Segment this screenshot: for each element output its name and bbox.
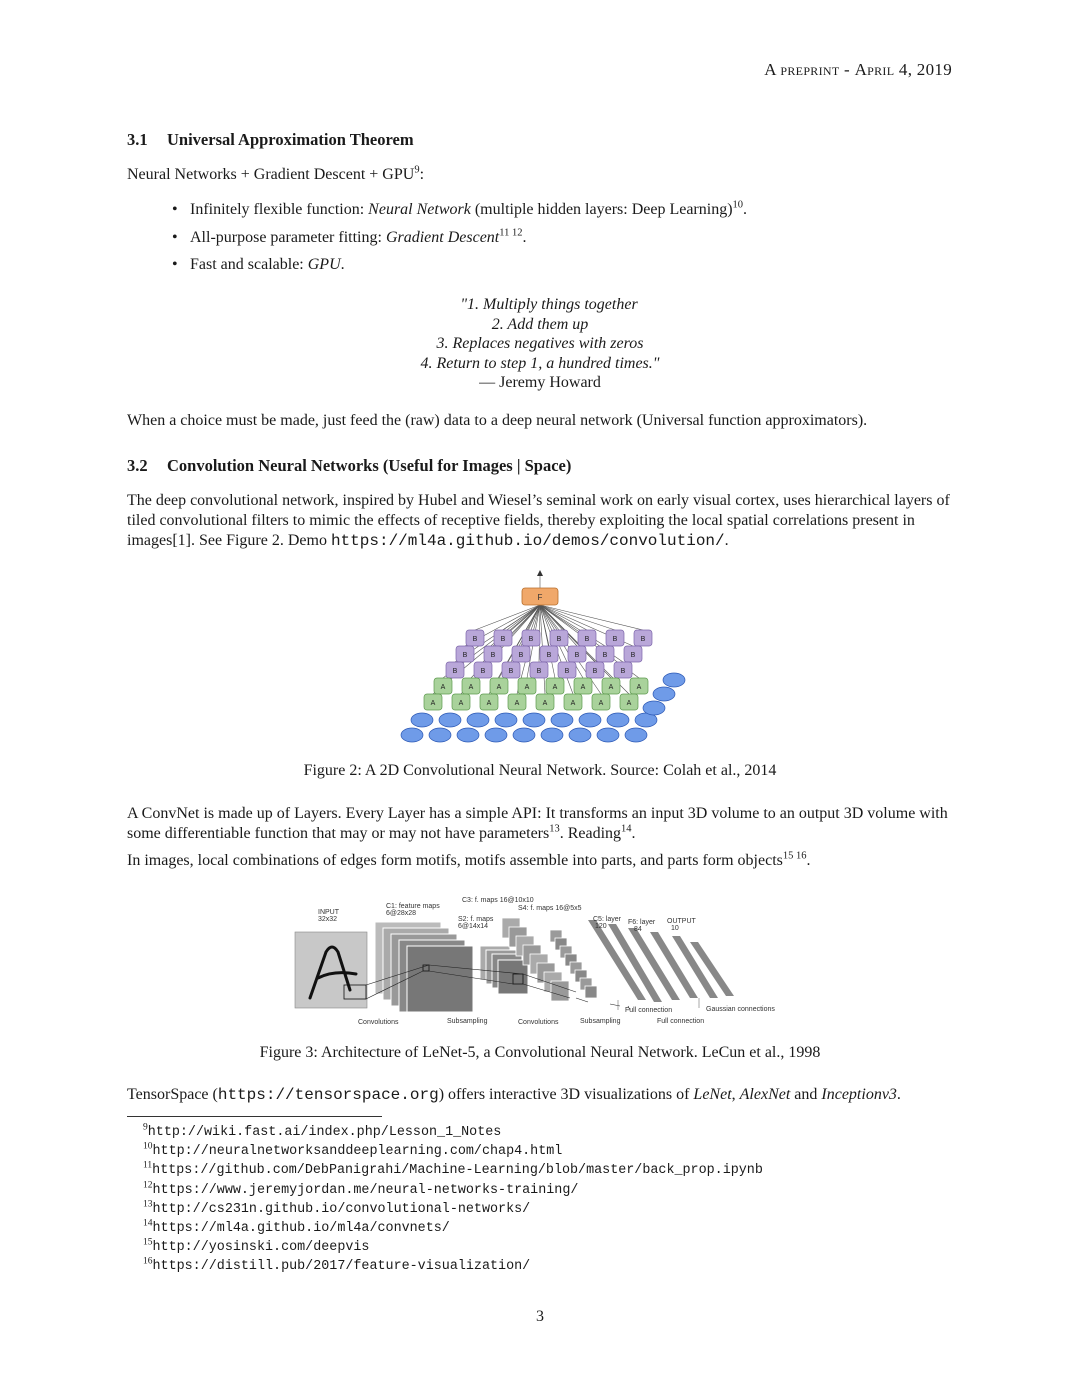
node-label: A — [552, 684, 558, 691]
footnote-rule — [127, 1116, 382, 1117]
label-f6: F6: layer — [628, 919, 656, 926]
footnote-ref[interactable]: 15 16 — [782, 850, 807, 862]
input-node — [625, 728, 647, 742]
input-node — [429, 728, 451, 742]
quote-block: "1. Multiply things together 2. Add them up 3. Replaces negatives with zeros 4. Return to step 1, a hundred times." — Jeremy Howard — [0, 295, 1080, 393]
svg-text:Gaussian connections: Gaussian connections — [706, 1006, 775, 1013]
input-node — [513, 728, 535, 742]
footnote-link[interactable]: https://www.jeremyjordan.me/neural-networks-training/ — [152, 1182, 579, 1198]
output-arrow-icon — [537, 570, 543, 576]
input-node — [541, 728, 563, 742]
svg-text:120: 120 — [595, 923, 607, 930]
bullet-icon: • — [172, 256, 178, 273]
footnote-item: $^9$http://wiki.fast.ai/index.php/Lesson_1_Notes — [143, 1122, 502, 1140]
footnote-ref[interactable]: 10 — [732, 199, 744, 211]
page-number: 3 — [536, 1308, 544, 1325]
running-header: A preprint - April 4, 2019 — [764, 60, 952, 79]
quote-author: — Jeremy Howard — [479, 374, 601, 391]
node-label: B — [518, 652, 524, 659]
input-node — [663, 673, 685, 687]
list-item: • Infinitely flexible function: Neural Network (multiple hidden layers: Deep Learning)$^{10}$. — [172, 199, 748, 218]
svg-text:32x32: 32x32 — [318, 916, 338, 923]
footnote-link[interactable]: https://ml4a.github.io/ml4a/convnets/ — [152, 1220, 450, 1236]
bullet-list — [172, 201, 747, 284]
svg-text:84: 84 — [634, 926, 642, 933]
node-label: A — [430, 700, 436, 707]
footnote-link[interactable]: http://wiki.fast.ai/index.php/Lesson_1_Notes — [147, 1125, 502, 1140]
svg-text:Full connection: Full connection — [657, 1018, 705, 1025]
node-label: B — [452, 668, 458, 675]
closing-paragraph: When a choice must be made, just feed the (raw) data to a deep neural network (Universal function approximators). — [127, 412, 868, 429]
node-label: A — [486, 700, 492, 707]
svg-text:Convolutions: Convolutions — [518, 1019, 559, 1026]
label-s4: S4: f. maps 16@5x5 — [518, 905, 582, 912]
footnote-ref[interactable]: 14 — [621, 823, 632, 835]
input-node — [597, 728, 619, 742]
input-node — [579, 713, 601, 727]
node-label: A — [570, 700, 576, 707]
footnote-item: $^{15}$http://yosinski.com/deepvis — [143, 1237, 370, 1256]
node-label: B — [472, 636, 478, 643]
node-label: B — [564, 668, 570, 675]
input-node — [411, 713, 433, 727]
node-label: A — [598, 700, 604, 707]
node-label: A — [440, 684, 446, 691]
svg-text:Subsampling: Subsampling — [580, 1018, 621, 1025]
footnote-item: $^{13}$http://cs231n.github.io/convolutional-networks/ — [143, 1199, 531, 1217]
node-label: B — [462, 652, 468, 659]
node-label: A — [542, 700, 548, 707]
bullet-icon: • — [172, 228, 178, 246]
node-label: B — [556, 636, 562, 643]
footnote-link[interactable]: http://yosinski.com/deepvis — [152, 1240, 370, 1256]
input-node — [643, 701, 665, 715]
label-c5: C5: layer — [593, 916, 622, 923]
input-node — [653, 687, 675, 701]
label-s2: S2: f. maps — [458, 916, 494, 923]
input-node — [439, 713, 461, 727]
section-heading-3-1: 3.1 Universal Approximation Theorem — [127, 130, 414, 149]
figure-2-caption: Figure 2: A 2D Convolutional Neural Network. Source: Colah et al., 2014 — [303, 762, 777, 779]
svg-text:Subsampling: Subsampling — [447, 1018, 488, 1025]
node-label: A — [468, 684, 474, 691]
footnote-item: $^{16}$https://distill.pub/2017/feature-visualization/ — [143, 1256, 531, 1275]
label-c3: C3: f. maps 16@10x10 — [462, 897, 534, 904]
svg-text:6@14x14: 6@14x14 — [458, 923, 489, 930]
figure-3-caption: Figure 3: Architecture of LeNet-5, a Convolutional Neural Network. LeCun et al., 1998 — [259, 1044, 821, 1061]
s4-map — [585, 986, 597, 998]
footnote-ref[interactable]: 9 — [414, 164, 420, 176]
input-node — [523, 713, 545, 727]
label-output: OUTPUT — [667, 918, 696, 925]
node-label: A — [608, 684, 614, 691]
images-paragraph: In images, local combinations of edges form motifs, motifs assemble into parts, and parts form objects$^{15 16}$. — [127, 850, 811, 869]
footnote-item: $^{10}$http://neuralnetworksanddeeplearning.com/chap4.html — [143, 1141, 563, 1160]
figure-2-cnn-diagram — [390, 570, 690, 750]
node-label: B — [536, 668, 542, 675]
label-c1: C1: feature maps — [386, 903, 440, 910]
svg-text:Full connection: Full connection — [625, 1007, 673, 1014]
svg-text:10: 10 — [671, 925, 679, 932]
footnote-link[interactable]: https://distill.pub/2017/feature-visualization/ — [152, 1259, 531, 1275]
footnote-link[interactable]: http://neuralnetworksanddeeplearning.com/chap4.html — [152, 1144, 563, 1160]
node-label: A — [524, 684, 530, 691]
node-label: A — [496, 684, 502, 691]
node-label: B — [508, 668, 514, 675]
node-label: A — [580, 684, 586, 691]
footnote-link[interactable]: https://github.com/DebPanigrahi/Machine-Learning/blob/master/back_prop.ipynb — [152, 1163, 763, 1179]
footnote-item: $^{12}$https://www.jeremyjordan.me/neural-networks-training/ — [143, 1180, 579, 1198]
input-node — [401, 728, 423, 742]
node-label: B — [612, 636, 618, 643]
input-image — [295, 932, 367, 1008]
node-label: B — [546, 652, 552, 659]
node-label: B — [500, 636, 506, 643]
tensorspace-link[interactable]: https://tensorspace.org — [217, 1086, 439, 1104]
node-label: B — [528, 636, 534, 643]
bullet-icon: • — [172, 201, 178, 218]
section-heading-3-2: 3.2 Convolution Neural Networks (Useful for Images | Space) — [127, 456, 572, 475]
tensorspace-paragraph: TensorSpace (https://tensorspace.org) offers interactive 3D visualizations of LeNet, AlexNet and Inceptionv3. — [127, 1086, 901, 1104]
label-input: INPUT — [318, 909, 339, 916]
intro-paragraph: Neural Networks + Gradient Descent + $GPU^9$: — [127, 164, 425, 183]
input-node — [495, 713, 517, 727]
footnote-item: $^{11}$https://github.com/DebPanigrahi/Machine-Learning/blob/master/back_prop.ipynb — [143, 1160, 763, 1179]
c3-map — [551, 981, 569, 1001]
node-label: B — [480, 668, 486, 675]
input-node — [569, 728, 591, 742]
node-label: B — [584, 636, 590, 643]
demo-link[interactable]: https://ml4a.github.io/demos/convolution/ — [330, 532, 725, 550]
input-node — [467, 713, 489, 727]
node-label: A — [458, 700, 464, 707]
convnet-paragraph: A ConvNet is made up of Layers. Every Layer has a simple API: It transforms an input 3D volume to an output 3D volume with some differentiable function that may or may not have parameters$^{13}$. Reading$^{14}$. — [127, 805, 948, 842]
node-label: A — [626, 700, 632, 707]
node-label: B — [602, 652, 608, 659]
input-node — [457, 728, 479, 742]
cnn-paragraph: The deep convolutional network, inspired by Hubel and Wiesel’s seminal work on early visual cortex, uses hierarchical layers of tiled convolutional filters to mimic the effects of receptive fields, thereby exploiting the local spatial correlations present in images[1]. See Figure 2. Demo https://ml4a.github.io/demos/convolution/. — [127, 492, 950, 550]
node-label: B — [640, 636, 646, 643]
f-node-label: F — [537, 593, 543, 602]
node-label: A — [514, 700, 520, 707]
svg-text:Convolutions: Convolutions — [358, 1019, 399, 1026]
figure-3-lenet-diagram — [290, 890, 800, 1030]
footnote-link[interactable]: http://cs231n.github.io/convolutional-networks/ — [152, 1201, 531, 1217]
input-node — [551, 713, 573, 727]
input-node — [485, 728, 507, 742]
node-label: B — [630, 652, 636, 659]
svg-text:6@28x28: 6@28x28 — [386, 910, 417, 917]
node-label: B — [574, 652, 580, 659]
list-item: • All-purpose parameter fitting: Gradient Descent$^{11 12}$. — [172, 227, 527, 246]
footnote-ref[interactable]: 11 12 — [499, 227, 523, 239]
c1-feature-maps — [375, 922, 473, 1012]
fully-connected-layers — [588, 920, 734, 1002]
list-item: • Fast and scalable: GPU. — [172, 256, 345, 273]
footnotes — [143, 1123, 763, 1277]
node-label: B — [620, 668, 626, 675]
node-label: B — [490, 652, 496, 659]
input-node — [607, 713, 629, 727]
node-label: A — [636, 684, 642, 691]
footnote-ref[interactable]: 13 — [549, 823, 560, 835]
node-label: B — [592, 668, 598, 675]
footnote-item: $^{14}$https://ml4a.github.io/ml4a/convnets/ — [143, 1218, 450, 1236]
